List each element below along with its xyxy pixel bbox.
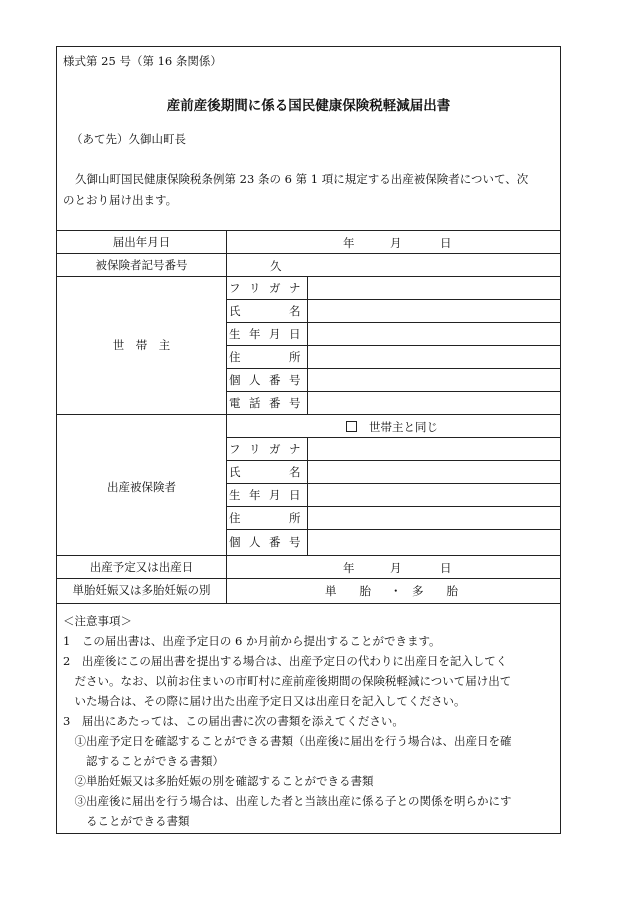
notes-heading: ＜注意事項＞	[63, 614, 132, 628]
checkbox-icon[interactable]	[346, 421, 357, 432]
note-line: 1 この届出書は、出産予定日の 6 か月前から提出することができます。	[63, 634, 441, 648]
row-divider	[226, 437, 560, 438]
submit-date-day: 日	[440, 236, 452, 250]
sublabel-column-divider	[307, 276, 308, 414]
table-top-border	[57, 230, 560, 231]
submit-date-label: 届出年月日	[112, 235, 171, 249]
addressee: （あて先）久御山町長	[71, 132, 186, 146]
row-divider	[226, 345, 560, 346]
row-divider	[57, 253, 560, 254]
due-date-year: 年	[343, 561, 355, 575]
note-line: ださい。なお、以前お住まいの市町村に産前産後期間の保険税軽減について届け出て	[63, 674, 512, 688]
note-line: いた場合は、その際に届け出た出産予定日又は出産日を記入してください。	[63, 694, 466, 708]
insured-number-label: 被保険者記号番号	[95, 258, 188, 272]
row-divider	[226, 483, 560, 484]
intro-line-2: のとおり届け出ます。	[63, 193, 178, 207]
multiple-pregnancy-option[interactable]: 多 胎	[412, 584, 458, 598]
head-label: 世 帯 主	[112, 338, 171, 352]
note-line: ①出産予定日を確認することができる書類（出産後に届出を行う場合は、出産日を確	[63, 734, 512, 748]
same-as-head-option[interactable]	[346, 419, 438, 435]
table-bottom-border	[57, 603, 560, 604]
note-line: ③出産後に届出を行う場合は、出産した者と当該出産に係る子との関係を明らかにす	[63, 794, 512, 808]
note-line: 認することができる書類）	[63, 754, 224, 768]
note-line: 2 出産後にこの届出書を提出する場合は、出産予定日の代わりに出産日を記入してく	[63, 654, 508, 668]
form-title: 産前産後期間に係る国民健康保険税軽減届出書	[166, 98, 451, 114]
same-as-head-label: 世帯主と同じ	[369, 420, 438, 434]
notes-section	[63, 611, 554, 831]
due-date-day: 日	[440, 561, 452, 575]
row-divider	[226, 506, 560, 507]
option-separator: ・	[390, 584, 402, 598]
submit-date-year: 年	[343, 236, 355, 250]
note-line: 3 届出にあたっては、この届出書に次の書類を添えてください。	[63, 714, 404, 728]
row-divider	[57, 578, 560, 579]
single-pregnancy-option[interactable]: 単 胎	[325, 584, 371, 598]
row-divider	[57, 555, 560, 556]
form-number: 様式第 25 号（第 16 条関係）	[63, 54, 222, 68]
notification-form: 様式第 25 号（第 16 条関係） 産前産後期間に係る国民健康保険税軽減届出書 （あて先）久御山町長 久御山町国民健康保険税条例第 23 条の 6 第 1 項に規定する出産被保険者について、次 のとおり届け出ます。 届出年月日 年 月 日 被保険者記号番号 久 世 帯 主 フ リ ガ ナ 氏 名 生 年 月 日 住 所 個 人 番 号 電 話 番 号 出産被保険者 世帯主と同じ フ リ ガ ナ 氏 名 生 年 月 日 住 所 個 人 番 号 出産予定又は出産日 年 月 日 単胎妊娠又は多胎妊娠の別 単 胎 ・ 多 胎 ＜注意事項＞ 1 この届出書は、出産予定日の 6 か月前から提出することができます。 2 出産後にこの届出書を提出する場合は、出産予定日の代わりに出産日を記入してく ださい。なお、以前お住まいの市町村に産前産後期間の保険税軽減について届け出て いた場合は、その際に届け出た出産予定日又は出産日を記入してください。 3 届出にあたっては、この届出書に次の書類を添えてください。 ①出産予定日を確認することができる書類（出産後に届出を行う場合は、出産日を確 認することができる書類） ②単胎妊娠又は多胎妊娠の別を確認することができる書類 ③出産後に届出を行う場合は、出産した者と当該出産に係る子との関係を明らかにす ることができる書類	[56, 46, 561, 834]
row-divider	[226, 391, 560, 392]
row-divider	[226, 529, 560, 530]
sublabel-column-divider	[307, 437, 308, 555]
due-date-month: 月	[390, 561, 402, 575]
due-date-label: 出産予定又は出産日	[89, 560, 194, 574]
insured-label: 出産被保険者	[107, 480, 176, 494]
row-divider	[226, 299, 560, 300]
note-line: ることができる書類	[63, 814, 190, 828]
label-column-divider	[226, 230, 227, 603]
intro-line-1: 久御山町国民健康保険税条例第 23 条の 6 第 1 項に規定する出産被保険者について、次	[75, 172, 529, 186]
row-divider	[226, 460, 560, 461]
insured-number-prefix: 久	[270, 259, 282, 273]
submit-date-month: 月	[390, 236, 402, 250]
note-line: ②単胎妊娠又は多胎妊娠の別を確認することができる書類	[63, 774, 374, 788]
row-divider	[226, 368, 560, 369]
row-divider	[226, 322, 560, 323]
row-divider	[57, 414, 560, 415]
pregnancy-type-label: 単胎妊娠又は多胎妊娠の別	[72, 583, 211, 597]
row-divider	[57, 276, 560, 277]
